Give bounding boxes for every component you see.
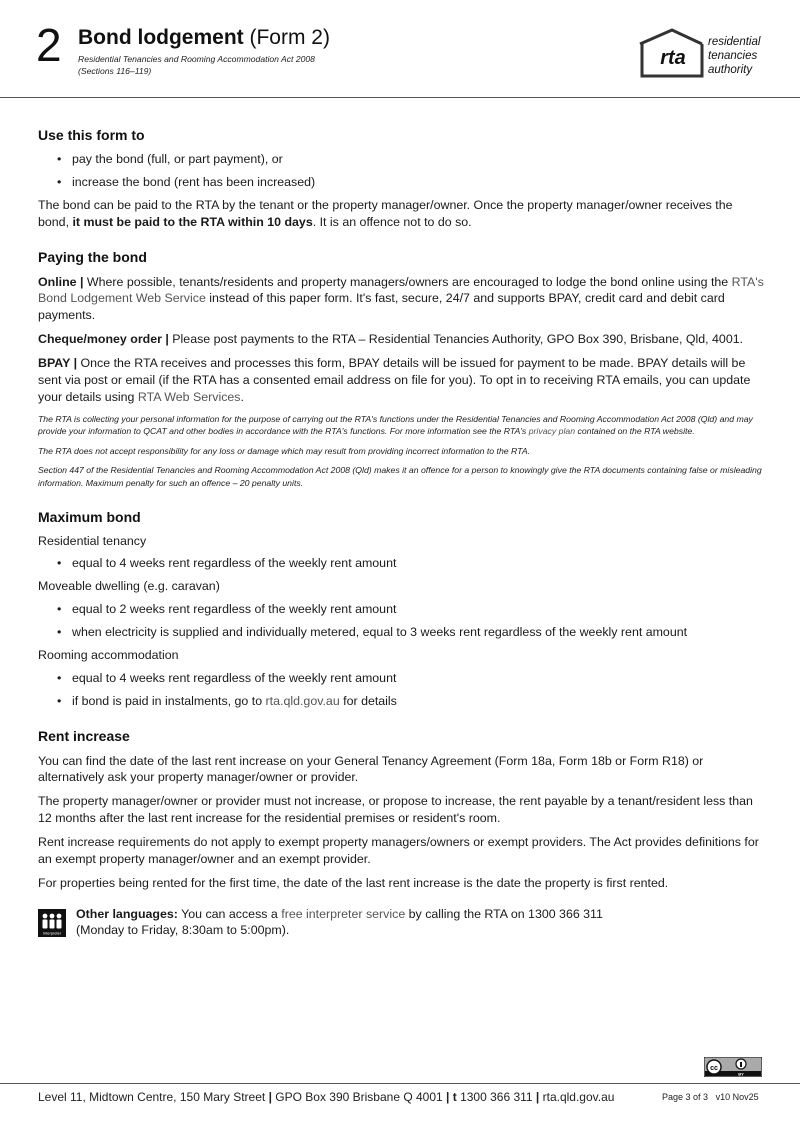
cheque-label: Cheque/money order | bbox=[38, 332, 169, 347]
footer-phone: 1300 366 311 bbox=[456, 1090, 536, 1104]
online-text: Where possible, tenants/residents and property managers/owners are encouraged to lodge the bond online using the bbox=[83, 274, 732, 289]
footer-gpo: GPO Box 390 Brisbane Q 4001 bbox=[271, 1090, 447, 1104]
cc-text: BY bbox=[738, 1071, 744, 1077]
rent-paragraph-2: The property manager/owner or provider must not increase, or propose to increase, the rent payable by a tenant/resident less than 12 months after the last rent increase for the residential premises or resident's room. bbox=[38, 794, 753, 826]
privacy-text-end: contained on the RTA website. bbox=[575, 426, 695, 437]
form-title bbox=[78, 26, 330, 49]
list-item bbox=[38, 693, 764, 710]
moveable-label: Moveable dwelling (e.g. caravan) bbox=[38, 579, 220, 594]
languages-label: Other languages: bbox=[76, 906, 178, 921]
online-paragraph bbox=[38, 274, 764, 325]
list-item: • equal to 2 weeks rent regardless of the weekly rent amount bbox=[38, 601, 764, 618]
section-447-notice: Section 447 of the Residential Tenancies and Rooming Accommodation Act 2008 (Qld) makes it an offence for a person to knowingly give the RTA documents containing false or misleading information. Maximum penalty for such an offence – 20 penalty units. bbox=[38, 465, 762, 488]
intro-deadline: it must be paid to the RTA within 10 days bbox=[72, 214, 313, 229]
use-form-list bbox=[38, 151, 764, 191]
moveable-list bbox=[38, 601, 764, 641]
paying-heading: Paying the bond bbox=[38, 249, 147, 266]
privacy-plan-link[interactable]: privacy plan bbox=[528, 426, 576, 437]
footer-separator: | bbox=[446, 1090, 450, 1104]
rooming-list bbox=[38, 670, 764, 710]
languages-text: You can access a bbox=[177, 906, 282, 921]
use-form-heading: Use this form to bbox=[38, 127, 145, 143]
languages-hours: (Monday to Friday, 8:30am to 5:00pm). bbox=[76, 923, 290, 938]
list-item: • increase the bond (rent has been increased) bbox=[38, 174, 764, 191]
form-number: 2 bbox=[36, 19, 62, 71]
footer-website[interactable]: rta.qld.gov.au bbox=[539, 1090, 615, 1104]
act-sections: (Sections 116–119) bbox=[78, 65, 152, 76]
main-content bbox=[38, 126, 764, 946]
rooming-label: Rooming accommodation bbox=[38, 647, 179, 662]
page-info bbox=[662, 1092, 759, 1102]
footer-phone-label: t bbox=[449, 1090, 457, 1104]
bpay-text: Once the RTA receives and processes this form, BPAY details will be issued for payment to be made. BPAY details will be sent via post or email (if the RTA has a consented email address on file for you). To opt in to receiving RTA emails, you can update your details using bbox=[38, 355, 751, 404]
rent-paragraph-4: For properties being rented for the first time, the date of the last rent increase is the date the property is first rented. bbox=[38, 875, 669, 890]
logo-word-3: authority bbox=[708, 63, 753, 76]
footer-separator: | bbox=[535, 1090, 540, 1104]
residential-label: Residential tenancy bbox=[38, 533, 147, 548]
cheque-text: Please post payments to the RTA – Residential Tenancies Authority, GPO Box 390, Brisbane, Qld, 4001. bbox=[168, 332, 744, 347]
list-item: • equal to 4 weeks rent regardless of the weekly rent amount bbox=[38, 555, 764, 572]
act-name: Residential Tenancies and Rooming Accommodation Act 2008 bbox=[78, 54, 315, 64]
page-footer bbox=[0, 1083, 800, 1130]
list-item: • pay the bond (full, or part payment), or bbox=[38, 151, 764, 168]
page-number: Page 3 of 3 bbox=[662, 1092, 709, 1102]
interpreter-service-link[interactable]: free interpreter service bbox=[281, 906, 406, 921]
instalment-text-end: for details bbox=[339, 693, 397, 708]
form-version: v10 Nov25 bbox=[715, 1092, 759, 1102]
other-languages bbox=[38, 906, 764, 940]
online-label: Online | bbox=[38, 274, 84, 289]
footer-contact bbox=[38, 1090, 614, 1104]
form-title-bold: Bond lodgement bbox=[78, 26, 244, 49]
bpay-label: BPAY | bbox=[38, 355, 78, 370]
rent-paragraph-1: You can find the date of the last rent increase on your General Tenancy Agreement (Form 18a, Form 18b or Form R18) or alternatively ask your property manager/owner or provider. bbox=[38, 753, 704, 785]
languages-paragraph bbox=[76, 906, 764, 940]
list-item: • equal to 4 weeks rent regardless of the weekly rent amount bbox=[38, 670, 764, 687]
creative-commons-icon bbox=[704, 1057, 762, 1077]
act-reference bbox=[78, 54, 315, 77]
online-text-end: instead of this paper form. It's fast, secure, 24/7 and supports BPAY, credit card and debit card payments. bbox=[38, 291, 725, 323]
interpreter-icon-caption: Interpreter bbox=[42, 930, 62, 936]
bond-lodgement-link[interactable]: RTA's Bond Lodgement Web Service bbox=[38, 274, 764, 306]
rta-web-services-link[interactable]: RTA Web Services bbox=[137, 389, 241, 404]
logo-text: rta bbox=[660, 47, 686, 69]
maximum-bond-heading: Maximum bond bbox=[38, 508, 141, 525]
intro-text-end: . It is an offence not to do so. bbox=[312, 214, 472, 229]
rta-website-link[interactable]: rta.qld.gov.au bbox=[265, 693, 340, 708]
rent-paragraph-3: Rent increase requirements do not apply to exempt property managers/owners or exempt providers. The Act provides definitions for an exempt property manager/owner and an exempt provider. bbox=[38, 834, 759, 866]
intro-paragraph bbox=[38, 197, 764, 231]
form-title-number: (Form 2) bbox=[243, 26, 330, 49]
cheque-paragraph bbox=[38, 331, 764, 348]
privacy-notice bbox=[38, 413, 764, 438]
logo-word-2: tenancies bbox=[708, 49, 758, 62]
responsibility-notice: The RTA does not accept responsibility for any loss or damage which may result from providing incorrect information to the RTA. bbox=[38, 445, 531, 456]
bpay-paragraph bbox=[38, 355, 764, 406]
logo-word-1: residential bbox=[708, 36, 761, 48]
list-item: • when electricity is supplied and individually metered, equal to 3 weeks rent regardless of the weekly rent amount bbox=[38, 624, 764, 641]
page-header bbox=[0, 0, 800, 98]
privacy-text: The RTA is collecting your personal information for the purpose of carrying out the RTA's functions under the Residential Tenancies and Rooming Accommodation Act 2008 (Qld) and may provide your information to QCAT and other bodies in accordance with the RTA's functions. For more information see the RTA's bbox=[38, 413, 753, 437]
bpay-end: . bbox=[240, 389, 244, 404]
intro-text: The bond can be paid to the RTA by the tenant or the property manager/owner. Once the property manager/owner receives the bond, bbox=[38, 197, 733, 229]
logo-wordmark bbox=[708, 36, 760, 77]
rent-increase-heading: Rent increase bbox=[38, 728, 130, 745]
instalment-text: if bond is paid in instalments, go to bbox=[72, 693, 266, 708]
footer-address: Level 11, Midtown Centre, 150 Mary Street bbox=[38, 1090, 269, 1104]
footer-separator: | bbox=[268, 1090, 272, 1104]
svg-text:cc: cc bbox=[710, 1065, 718, 1072]
languages-phone: by calling the RTA on 1300 366 311 bbox=[405, 906, 603, 921]
interpreter-icon bbox=[38, 909, 66, 937]
residential-list bbox=[38, 555, 764, 572]
